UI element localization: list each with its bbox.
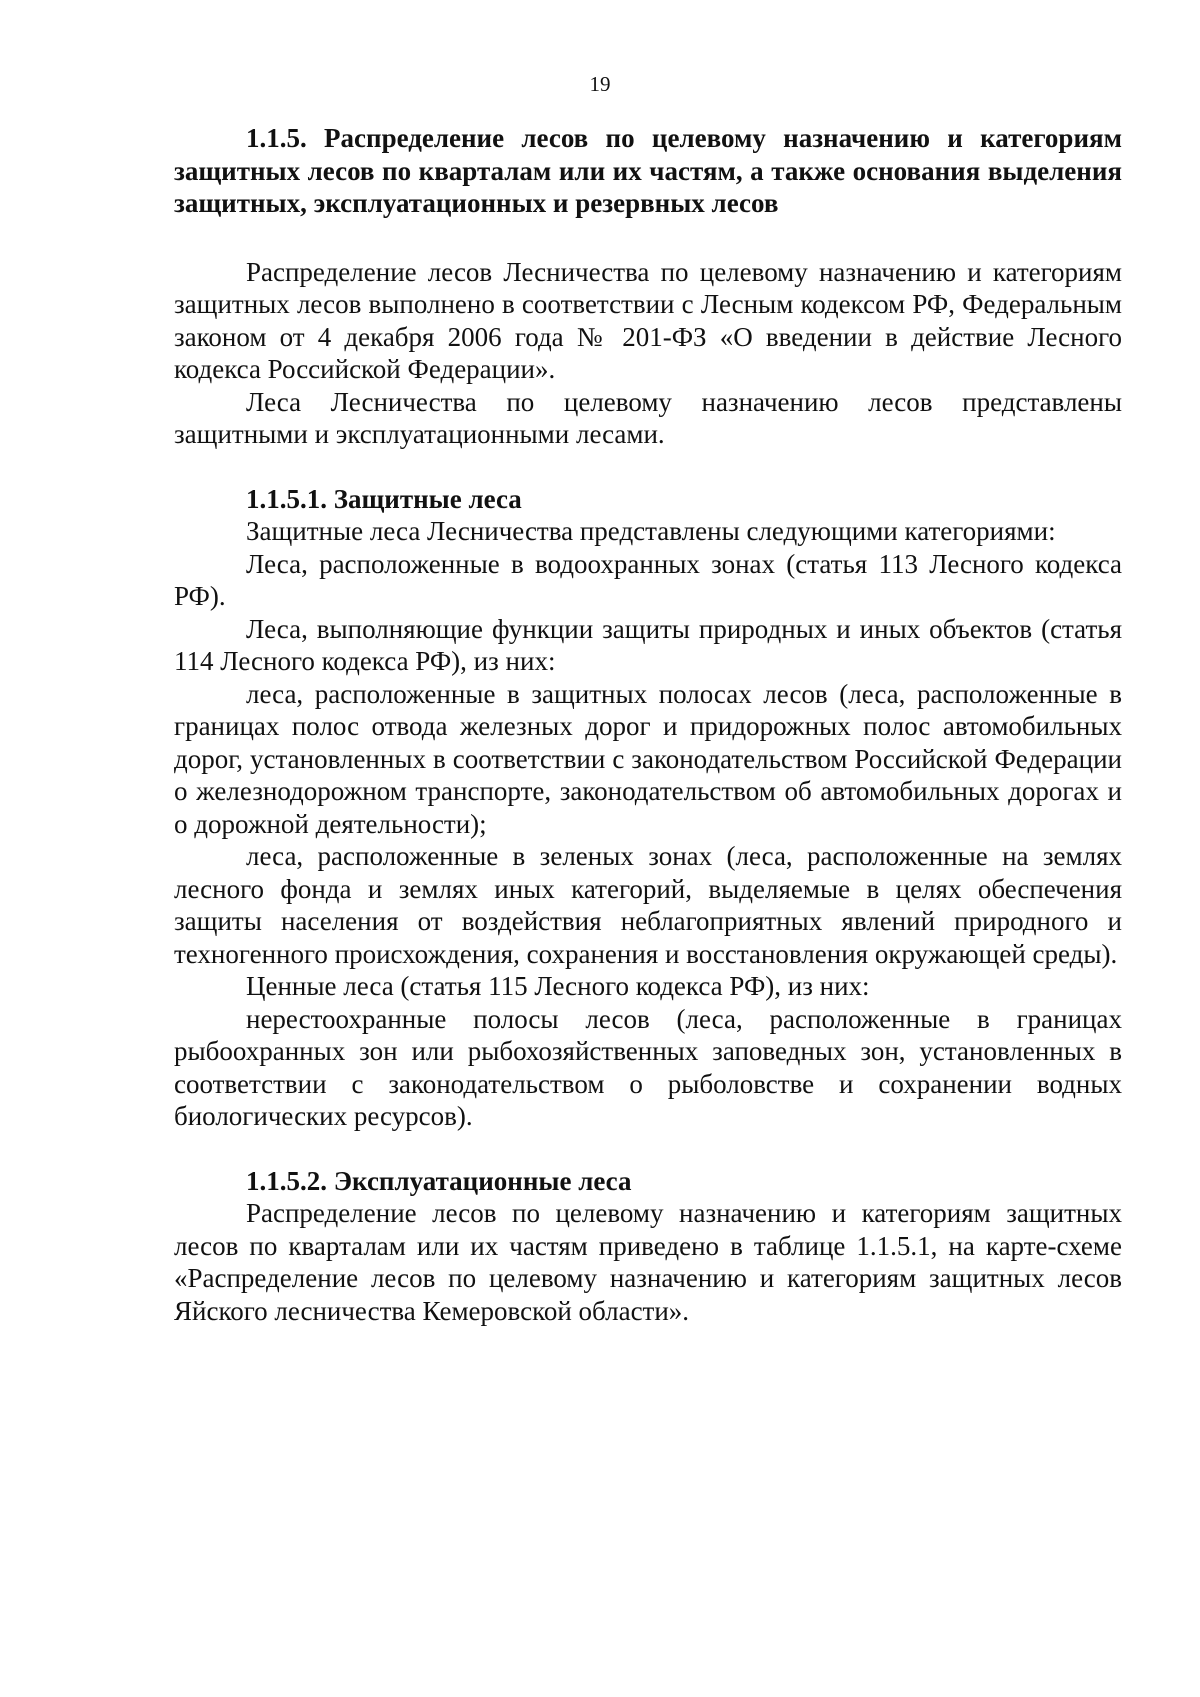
- paragraph: Леса, выполняющие функции защиты природных и иных объектов (статья 114 Лесного кодекса РФ), из них:: [174, 613, 1122, 676]
- paragraph: леса, расположенные в защитных полосах лесов (леса, расположенные в границах полос отвода железных дорог и придорожных полос автомобильных дорог, установленных в соответствии с законодательством Российской Федерации о железнодорожном транспорте, законодательством об автомобильных дорогах и о дорожной деятельности);: [174, 678, 1122, 839]
- subsection-title-protective: 1.1.5.1. Защитные леса: [246, 483, 522, 514]
- intro-paragraph: Распределение лесов Лесничества по целевому назначению и категориям защитных лесов выполнено в соответствии с Лесным кодексом РФ, Федеральным законом от 4 декабря 2006 года № 201-ФЗ «О введении в действие Лесного кодекса Российской Федерации».: [174, 256, 1122, 384]
- intro-paragraph: Леса Лесничества по целевому назначению лесов представлены защитными и эксплуатационными лесами.: [174, 386, 1122, 449]
- paragraph: нерестоохранные полосы лесов (леса, расположенные в границах рыбоохранных зон или рыбохозяйственных заповедных зон, установленных в соответствии с законодательством о рыболовстве и сохранении водных биологических ресурсов).: [174, 1003, 1122, 1131]
- subsection-title-exploitation: 1.1.5.2. Эксплуатационные леса: [246, 1165, 632, 1196]
- page-number: 19: [589, 72, 611, 96]
- paragraph: Леса, расположенные в водоохранных зонах (статья 113 Лесного кодекса РФ).: [174, 548, 1122, 611]
- paragraph: Ценные леса (статья 115 Лесного кодекса РФ), из них:: [246, 971, 870, 1001]
- paragraph: леса, расположенные в зеленых зонах (леса, расположенные на землях лесного фонда и землях иных категорий, выделяемые в целях обеспечения защиты населения от воздействия неблагоприятных явлений природного и техногенного происхождения, сохранения и восстановления окружающей среды).: [174, 841, 1122, 969]
- paragraph: Защитные леса Лесничества представлены следующими категориями:: [246, 516, 1056, 546]
- page-content: [174, 122, 1122, 1327]
- section-title: 1.1.5. Распределение лесов по целевому назначению и категориям защитных лесов по кварталам или их частям, а также основания выделения защитных, эксплуатационных и резервных лесов: [174, 123, 1122, 218]
- paragraph: Распределение лесов по целевому назначению и категориям защитных лесов по кварталам или их частям приведено в таблице 1.1.5.1, на карте-схеме «Распределение лесов по целевому назначению и категориям защитных лесов Яйского лесничества Кемеровской области».: [174, 1198, 1122, 1326]
